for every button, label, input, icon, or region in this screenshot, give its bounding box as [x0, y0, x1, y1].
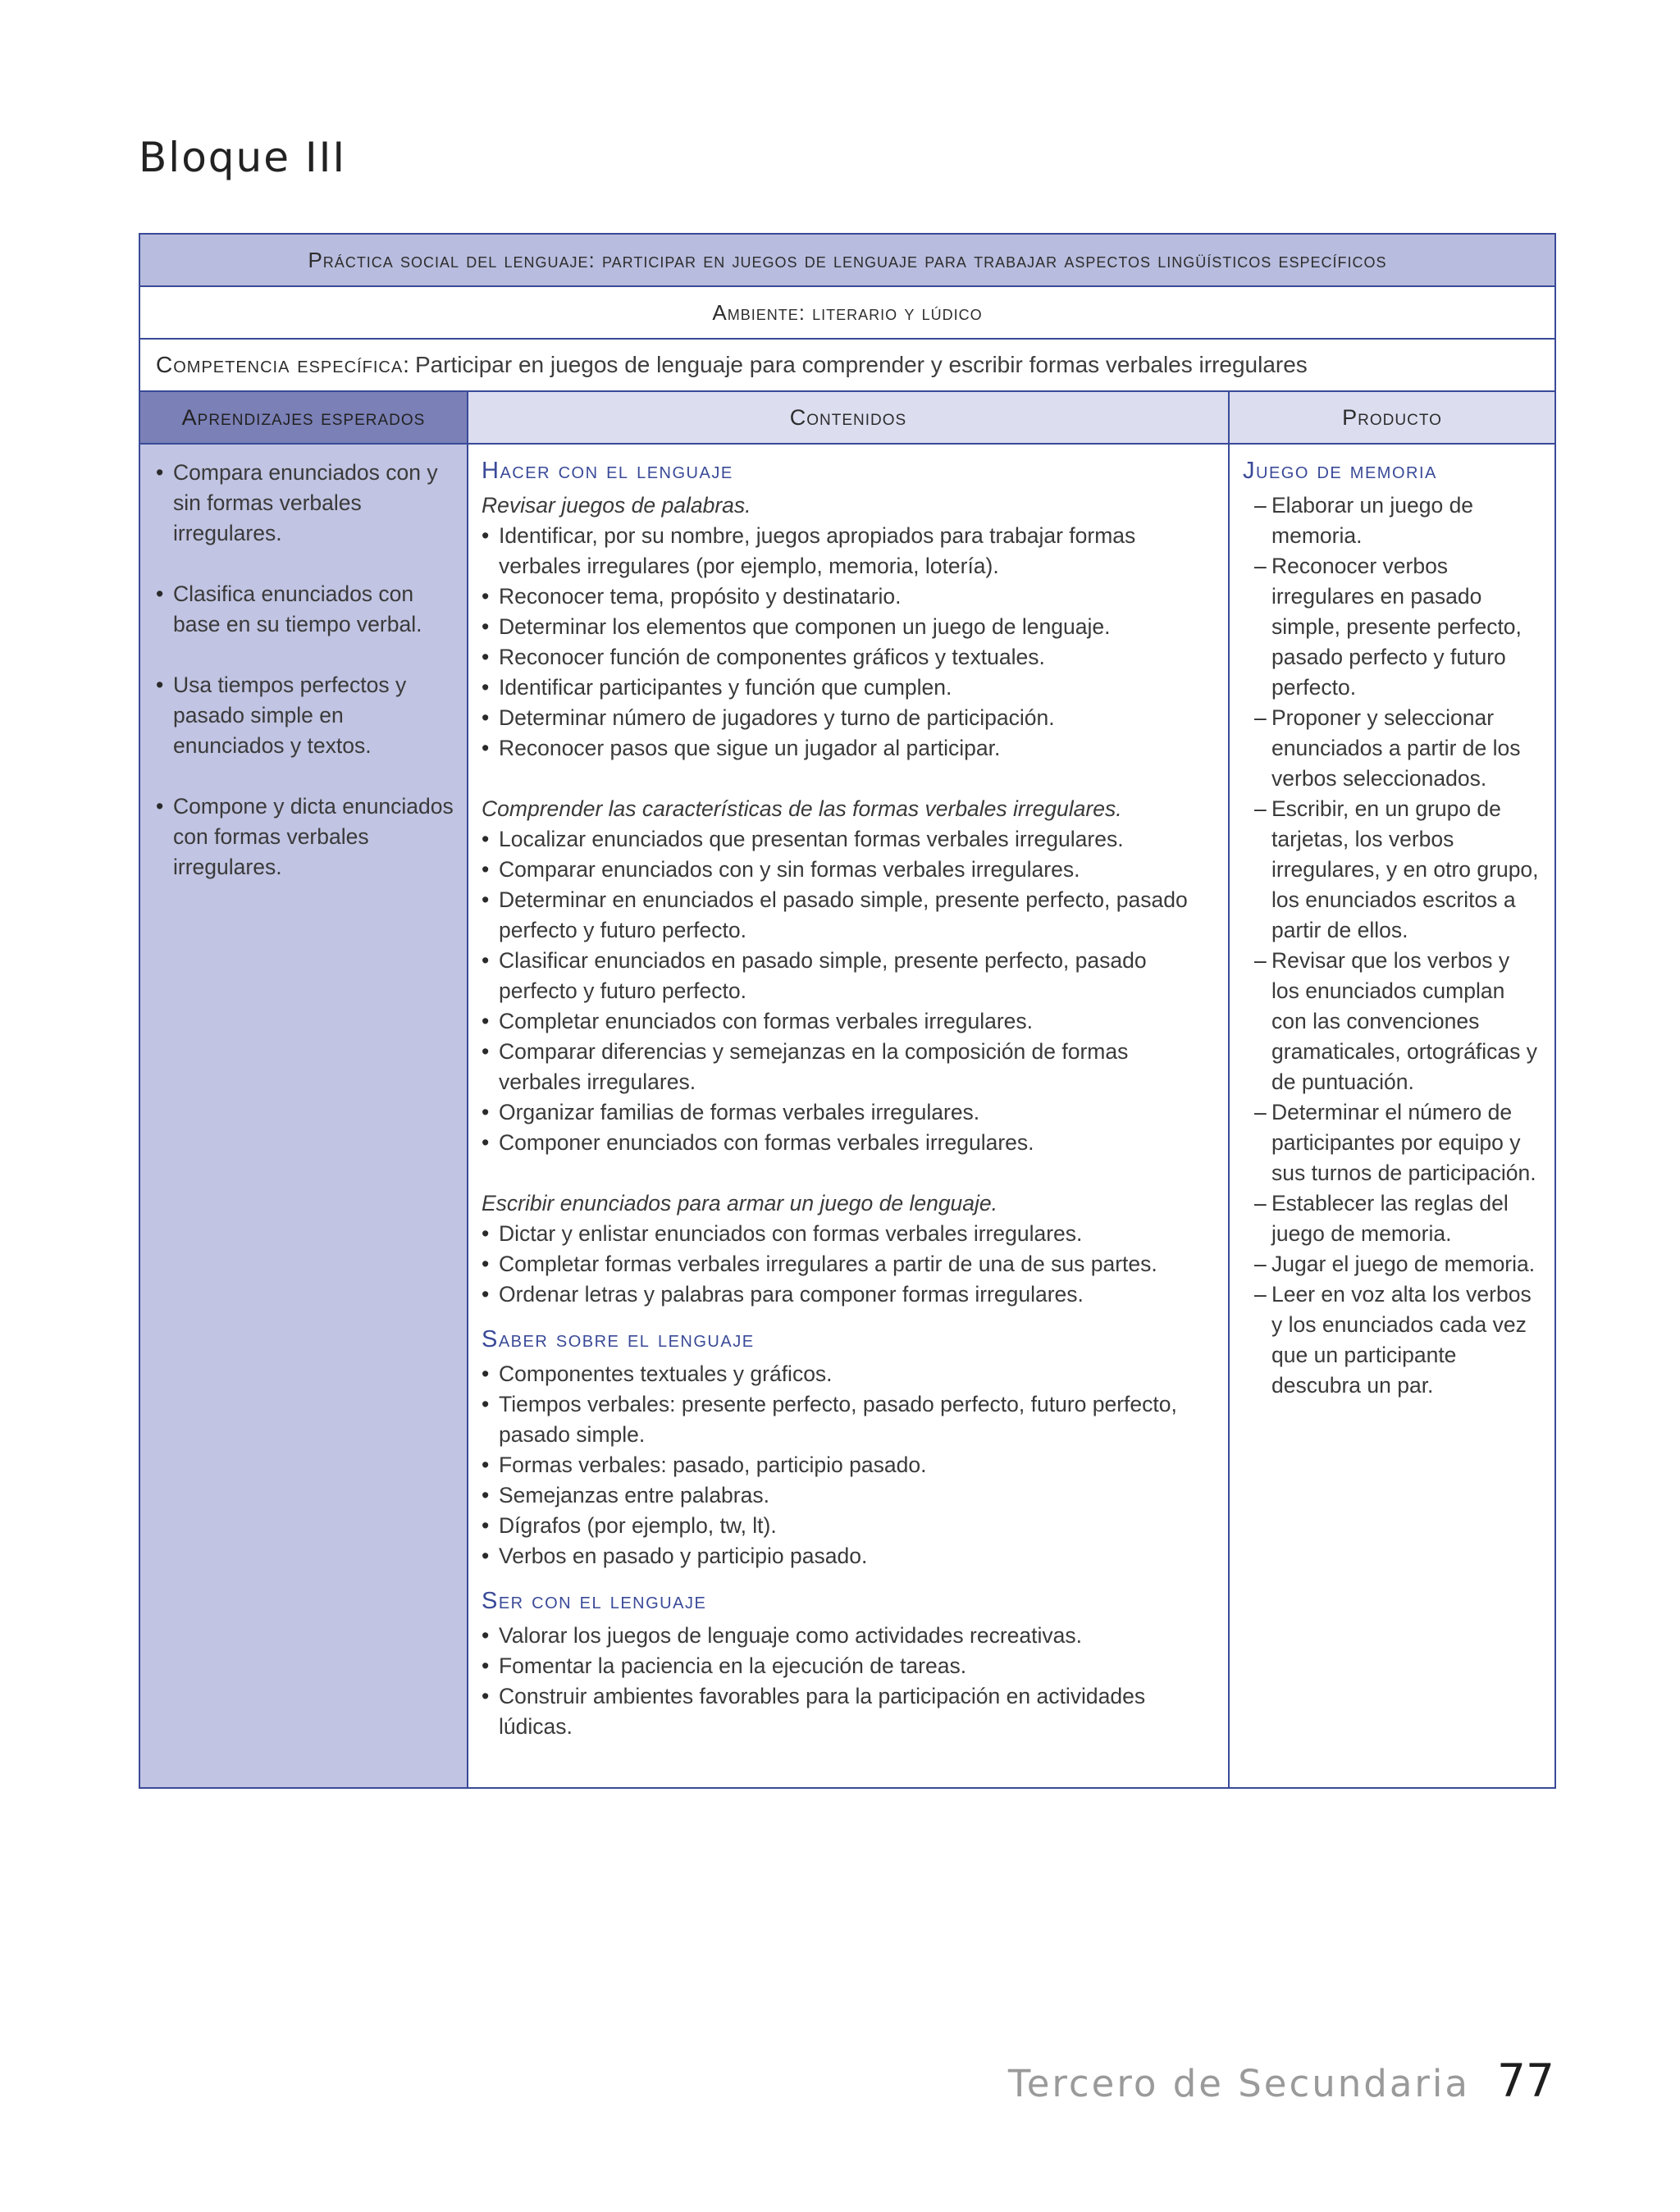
list-item: • Completar enunciados con formas verbales irregulares. [482, 1006, 1215, 1037]
list-item: • Determinar número de jugadores y turno de participación. [482, 703, 1215, 733]
list-item: • Componer enunciados con formas verbales irregulares. [482, 1128, 1215, 1158]
list-item: – Proponer y seleccionar enunciados a partir de los verbos seleccionados. [1254, 703, 1541, 794]
list-item: – Jugar el juego de memoria. [1254, 1249, 1541, 1279]
list-item: • Comparar enunciados con y sin formas verbales irregulares. [482, 855, 1215, 885]
list-item: • Componentes textuales y gráficos. [482, 1359, 1215, 1389]
list-item: • Formas verbales: pasado, participio pasado. [482, 1450, 1215, 1480]
producto-header: Producto [1230, 392, 1554, 445]
saber-list [482, 1359, 1215, 1571]
list-item: • Identificar, por su nombre, juegos apropiados para trabajar formas verbales irregulares (por ejemplo, memoria, lotería). [482, 521, 1215, 582]
competencia-band [140, 340, 1554, 392]
aprendizajes-column [140, 392, 468, 1787]
list-item: – Elaborar un juego de memoria. [1254, 490, 1541, 551]
list-item: • Clasifica enunciados con base en su tiempo verbal. [156, 579, 454, 640]
list-item: • Reconocer pasos que sigue un jugador al participar. [482, 733, 1215, 764]
list-item: • Reconocer tema, propósito y destinatario. [482, 582, 1215, 612]
aprendizajes-body [140, 445, 467, 883]
list-item: • Dictar y enlistar enunciados con formas verbales irregulares. [482, 1219, 1215, 1249]
list-item: • Verbos en pasado y participio pasado. [482, 1541, 1215, 1571]
practica-social-band [140, 235, 1554, 287]
page-number: 77 [1497, 2055, 1554, 2107]
ambiente-text: Ambiente: literario y lúdico [712, 299, 983, 325]
escribir-list [482, 1219, 1215, 1310]
list-item: • Completar formas verbales irregulares a partir de una de sus partes. [482, 1249, 1215, 1279]
list-item: • Semejanzas entre palabras. [482, 1480, 1215, 1511]
list-item: • Determinar en enunciados el pasado simple, presente perfecto, pasado perfecto y futuro perfecto. [482, 885, 1215, 946]
list-item: • Compone y dicta enunciados con formas verbales irregulares. [156, 791, 454, 883]
contenidos-body [468, 445, 1228, 1742]
section-title-hacer: Hacer con el lenguaje [482, 458, 733, 484]
list-item: • Comparar diferencias y semejanzas en la composición de formas verbales irregulares. [482, 1037, 1215, 1097]
competencia-label: Competencia específica: [156, 352, 410, 377]
section-title-saber: Saber sobre el lenguaje [482, 1326, 755, 1352]
section-title-producto: Juego de memoria [1243, 458, 1437, 484]
aprendizajes-list [156, 458, 454, 883]
list-item: • Fomentar la paciencia en la ejecución de tareas. [482, 1651, 1215, 1681]
comprender-list [482, 824, 1215, 1158]
section-title-ser: Ser con el lenguaje [482, 1588, 707, 1614]
list-item: – Revisar que los verbos y los enunciados cumplan con las convenciones gramaticales, ortográficas y de puntuación. [1254, 946, 1541, 1097]
subheading-escribir: Escribir enunciados para armar un juego de lenguaje. [482, 1191, 998, 1215]
list-item: • Clasificar enunciados en pasado simple, presente perfecto, pasado perfecto y futuro perfecto. [482, 946, 1215, 1006]
producto-column [1230, 392, 1554, 1787]
ser-list [482, 1621, 1215, 1742]
competencia-text: Participar en juegos de lenguaje para comprender y escribir formas verbales irregulares [414, 352, 1308, 377]
producto-list [1243, 490, 1541, 1401]
subheading-revisar: Revisar juegos de palabras. [482, 493, 751, 518]
ambiente-band [140, 287, 1554, 340]
revisar-list [482, 521, 1215, 764]
list-item: – Establecer las reglas del juego de memoria. [1254, 1188, 1541, 1249]
list-item: • Usa tiempos perfectos y pasado simple en enunciados y textos. [156, 670, 454, 761]
list-item: • Construir ambientes favorables para la participación en actividades lúdicas. [482, 1681, 1215, 1742]
producto-body [1230, 445, 1554, 1401]
list-item: • Compara enunciados con y sin formas verbales irregulares. [156, 458, 454, 549]
practica-social-text: Práctica social del lenguaje: participar en juegos de lenguaje para trabajar aspectos lingüísticos específicos [308, 247, 1387, 272]
list-item: • Determinar los elementos que componen un juego de lenguaje. [482, 612, 1215, 642]
page-footer [1008, 2055, 1554, 2107]
list-item: • Localizar enunciados que presentan formas verbales irregulares. [482, 824, 1215, 855]
list-item: – Determinar el número de participantes por equipo y sus turnos de participación. [1254, 1097, 1541, 1188]
list-item: • Reconocer función de componentes gráficos y textuales. [482, 642, 1215, 673]
list-item: – Escribir, en un grupo de tarjetas, los verbos irregulares, y en otro grupo, los enunciados escritos a partir de ellos. [1254, 794, 1541, 946]
list-item: – Reconocer verbos irregulares en pasado simple, presente perfecto, pasado perfecto y futuro perfecto. [1254, 551, 1541, 703]
list-item: • Identificar participantes y función que cumplen. [482, 673, 1215, 703]
block-title: Bloque III [139, 134, 347, 181]
contenidos-header: Contenidos [468, 392, 1228, 445]
aprendizajes-header: Aprendizajes esperados [140, 392, 467, 445]
list-item: – Leer en voz alta los verbos y los enunciados cada vez que un participante descubra un par. [1254, 1279, 1541, 1401]
curriculum-table [139, 233, 1556, 1789]
list-item: • Organizar familias de formas verbales irregulares. [482, 1097, 1215, 1128]
list-item: • Ordenar letras y palabras para componer formas irregulares. [482, 1279, 1215, 1310]
contenidos-column [468, 392, 1230, 1787]
list-item: • Valorar los juegos de lenguaje como actividades recreativas. [482, 1621, 1215, 1651]
footer-label: Tercero de Secundaria [1007, 2062, 1470, 2105]
list-item: • Tiempos verbales: presente perfecto, pasado perfecto, futuro perfecto, pasado simple. [482, 1389, 1215, 1450]
subheading-comprender: Comprender las características de las formas verbales irregulares. [482, 796, 1122, 821]
list-item: • Dígrafos (por ejemplo, tw, lt). [482, 1511, 1215, 1541]
